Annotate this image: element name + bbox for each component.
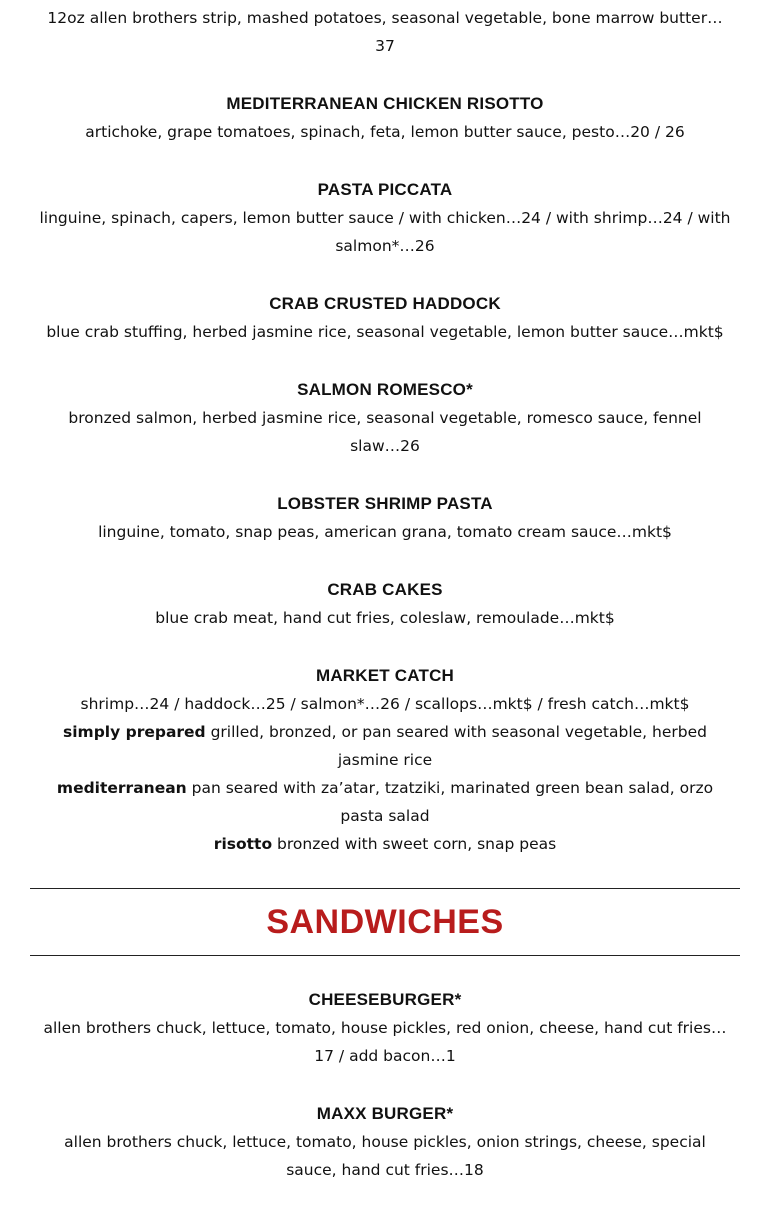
item-name: CRAB CAKES	[327, 580, 443, 599]
item-description-line: salmon*…26	[335, 237, 435, 255]
item-description-line: 12oz allen brothers strip, mashed potatoes, seasonal vegetable, bone marrow butter…	[47, 9, 723, 27]
section-title: SANDWICHES	[266, 902, 504, 941]
item-description-line: allen brothers chuck, lettuce, tomato, house pickles, red onion, cheese, hand cut fries…	[43, 1019, 727, 1037]
market-catch-option-mediterranean	[30, 774, 740, 802]
item-price: 37	[375, 37, 395, 55]
item-description	[30, 1128, 740, 1184]
item-description-line: linguine, spinach, capers, lemon butter sauce / with chicken…24 / with shrimp…24 / with	[39, 209, 731, 227]
option-text-continued: pasta salad	[340, 807, 430, 825]
item-description	[30, 1014, 740, 1070]
item-description	[30, 204, 740, 260]
item-description-line: slaw…26	[350, 437, 420, 455]
option-lead: simply prepared	[63, 723, 206, 741]
item-name: LOBSTER SHRIMP PASTA	[277, 494, 493, 513]
item-description	[30, 690, 740, 858]
item-description-line: allen brothers chuck, lettuce, tomato, house pickles, onion strings, cheese, special	[64, 1133, 706, 1151]
section-header-sandwiches	[30, 888, 740, 956]
menu-item-cheeseburger	[30, 986, 740, 1070]
option-lead: mediterranean	[56, 779, 187, 797]
item-description: blue crab meat, hand cut fries, coleslaw, remoulade…mkt$	[155, 609, 615, 627]
market-catch-prices: shrimp…24 / haddock…25 / salmon*…26 / scallops…mkt$ / fresh catch…mkt$	[80, 695, 690, 713]
option-text-continued: jasmine rice	[337, 751, 433, 769]
menu-item-strip-steak	[30, 4, 740, 60]
menu-item-pasta-piccata	[30, 176, 740, 260]
menu-item-maxx-burger	[30, 1100, 740, 1184]
menu-item-crab-crusted-haddock	[30, 290, 740, 346]
option-text: grilled, bronzed, or pan seared with seasonal vegetable, herbed	[205, 723, 707, 741]
item-name: PASTA PICCATA	[317, 180, 453, 199]
option-text: bronzed with sweet corn, snap peas	[272, 835, 557, 853]
menu-item-salmon-romesco	[30, 376, 740, 460]
item-description-line: 17 / add bacon…1	[314, 1047, 456, 1065]
item-description	[30, 4, 740, 60]
menu-item-mediterranean-chicken-risotto	[30, 90, 740, 146]
item-description-line: sauce, hand cut fries…18	[286, 1161, 484, 1179]
option-lead: risotto	[213, 835, 273, 853]
item-name: MAXX BURGER*	[316, 1104, 454, 1123]
menu-page	[30, 0, 740, 1184]
item-name: CHEESEBURGER*	[308, 990, 462, 1009]
item-description-line: bronzed salmon, herbed jasmine rice, seasonal vegetable, romesco sauce, fennel	[68, 409, 702, 427]
option-text: pan seared with za’atar, tzatziki, marinated green bean salad, orzo	[186, 779, 714, 797]
item-name: MARKET CATCH	[315, 666, 455, 685]
item-description: linguine, tomato, snap peas, american grana, tomato cream sauce…mkt$	[98, 523, 672, 541]
item-name: MEDITERRANEAN CHICKEN RISOTTO	[226, 94, 544, 113]
item-description	[30, 404, 740, 460]
menu-item-market-catch	[30, 662, 740, 858]
market-catch-option-simply-prepared	[30, 718, 740, 746]
item-name: SALMON ROMESCO*	[297, 380, 473, 399]
item-description: artichoke, grape tomatoes, spinach, feta, lemon butter sauce, pesto…20 / 26	[85, 123, 685, 141]
menu-item-lobster-shrimp-pasta	[30, 490, 740, 546]
item-description: blue crab stuffing, herbed jasmine rice, seasonal vegetable, lemon butter sauce…mkt$	[46, 323, 724, 341]
market-catch-option-risotto	[30, 830, 740, 858]
menu-item-crab-cakes	[30, 576, 740, 632]
item-name: CRAB CRUSTED HADDOCK	[269, 294, 501, 313]
